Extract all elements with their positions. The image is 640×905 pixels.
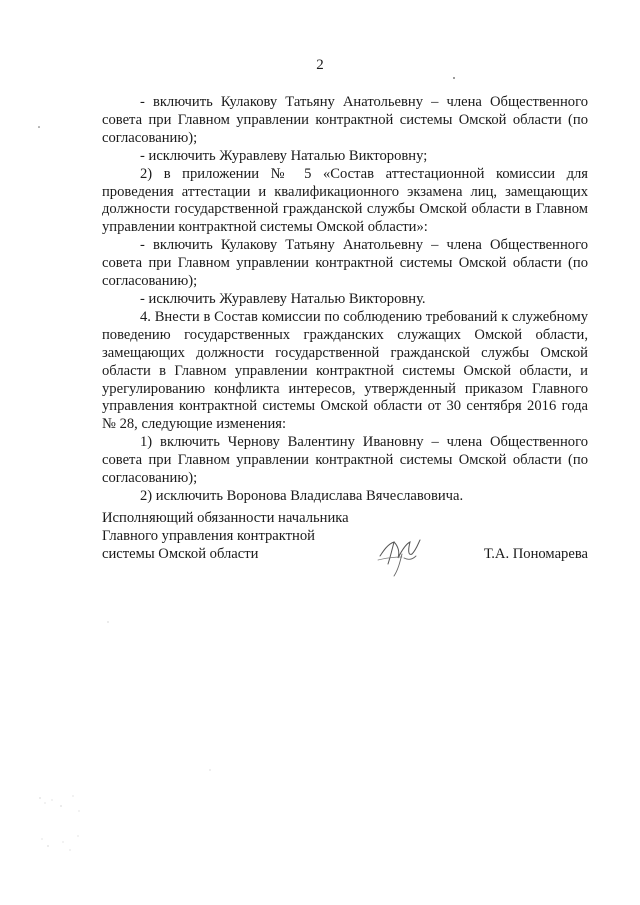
paragraph: 2) исключить Воронова Владислава Вячеславовича.	[140, 487, 464, 504]
paragraph: 2) в приложении № 5 «Состав аттестационной комиссии для проведения аттестации и квалификационного экзамена лиц, замещающих должности государственной гражданской службы Омской области в Главном управлении контрактной системы Омской области»:	[102, 165, 588, 236]
paragraph: - включить Кулакову Татьяну Анатольевну – члена Общественного совета при Главном управлении контрактной системы Омской области (по согласованию);	[102, 237, 588, 290]
handwritten-signature	[372, 530, 432, 580]
position-line: системы Омской области	[102, 545, 259, 562]
signature-block	[102, 510, 588, 570]
position-line: Главного управления контрактной	[102, 527, 315, 544]
paragraph: 4. Внести в Состав комиссии по соблюдению требований к служебному поведению государственных гражданских служащих Омской области, замещающих должности государственной гражданской службы Омской области в Главном управлении контрактной системы Омской области, и урегулированию конфликта интересов, утвержденный приказом Главного управления контрактной системы Омской области от 30 сентября 2016 года № 28, следующие изменения:	[102, 308, 588, 433]
page-number: 2	[316, 57, 324, 73]
paragraph: 1) включить Чернову Валентину Ивановну – члена Общественного совета при Главном управлении контрактной системы Омской области (по согласованию);	[102, 434, 588, 487]
signatory-name: Т.А. Пономарева	[483, 546, 588, 562]
paragraph: - включить Кулакову Татьяну Анатольевну – члена Общественного совета при Главном управлении контрактной системы Омской области (по согласованию);	[102, 94, 588, 146]
position-line: Исполняющий обязанности начальника	[102, 510, 349, 526]
paragraph: - исключить Журавлеву Наталью Викторовну.	[140, 290, 426, 307]
document-body	[102, 94, 588, 506]
signatory-position	[102, 510, 362, 564]
paragraph: - исключить Журавлеву Наталью Викторовну;	[140, 147, 428, 164]
